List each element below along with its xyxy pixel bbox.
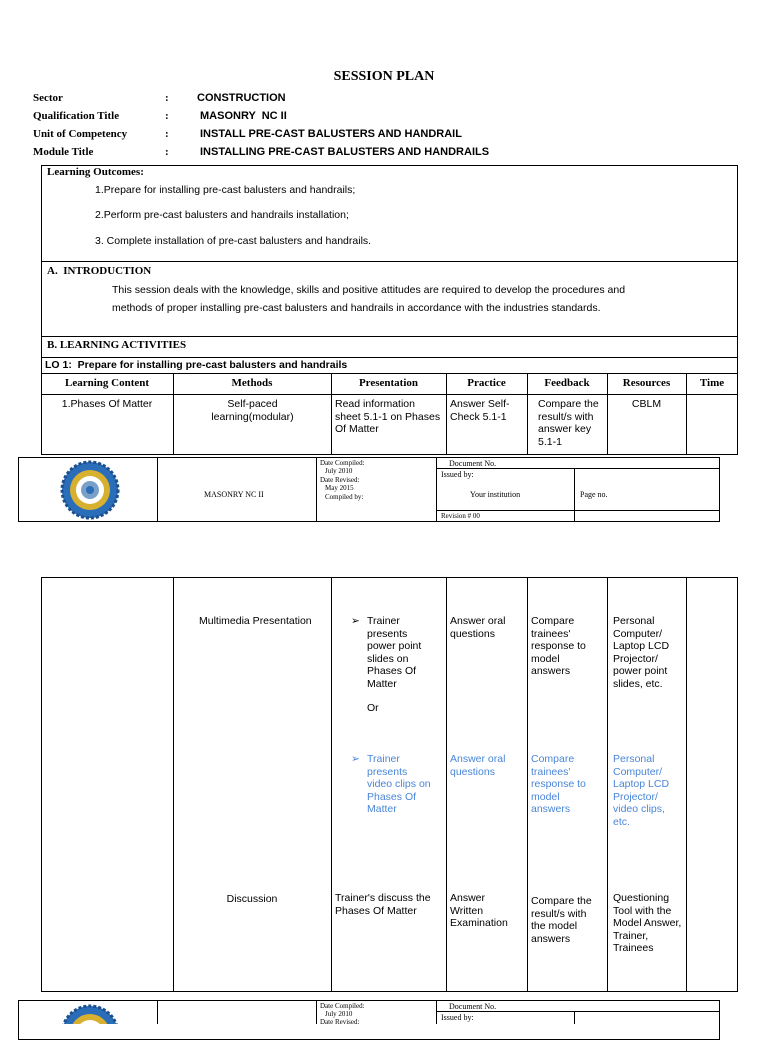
cell-presentation-video: Trainer presents video clips on Phases Of Matter (367, 753, 431, 816)
col-header-feedback: Feedback (544, 377, 590, 389)
footer-col (574, 468, 575, 522)
cell-feedback-video: Compare trainees' response to model answers (531, 753, 586, 816)
col-line (607, 577, 608, 992)
cell-practice-multimedia: Answer oral questions (450, 615, 506, 640)
footer-row (436, 510, 720, 511)
cell-or: Or (367, 702, 379, 714)
outcome-item: 1.Prepare for installing pre-cast balusters and handrails; (95, 184, 356, 196)
col-line (527, 577, 528, 992)
col-header-presentation: Presentation (358, 377, 419, 389)
lo-heading: LO 1: Prepare for installing pre-cast balusters and handrails (45, 359, 348, 371)
col-line (331, 577, 332, 992)
divider-outcomes (41, 261, 738, 262)
divider-intro (41, 336, 738, 337)
cell-resources: CBLM (631, 398, 662, 410)
unit-sep: : (165, 128, 169, 140)
cell-practice-discussion: Answer Written Examination (450, 892, 508, 930)
footer-date-compiled: July 2010 (325, 467, 353, 475)
col-header-content: Learning Content (64, 377, 150, 389)
footer-col (157, 1000, 158, 1024)
unit-label: Unit of Competency (33, 128, 128, 140)
cell-presentation-multimedia: Trainer presents power point slides on Phases Of Matter (367, 615, 422, 690)
bullet-arrow-icon: ➢ (351, 615, 360, 627)
activities-heading: B. LEARNING ACTIVITIES (47, 339, 187, 351)
footer-date-compiled-label: Date Compiled: (320, 459, 365, 467)
col-line (686, 577, 687, 992)
cell-method-multimedia: Multimedia Presentation (199, 615, 312, 627)
logo-seal-icon (60, 1004, 120, 1024)
cell-resources-discussion: Questioning Tool with the Model Answer, Trainer, Trainees (613, 892, 682, 955)
sector-sep: : (165, 92, 169, 104)
unit-value: INSTALL PRE-CAST BALUSTERS AND HANDRAIL (200, 128, 462, 140)
footer-page-no: Page no. (580, 490, 608, 499)
col-line (446, 577, 447, 992)
footer-date-compiled: July 2010 (325, 1010, 353, 1018)
footer-col (574, 1011, 575, 1024)
footer-col (436, 457, 437, 522)
footer-box (18, 457, 720, 522)
cell-practice: Answer Self-Check 5.1-1 (450, 398, 510, 423)
footer-col (157, 457, 158, 522)
footer-qualification: MASONRY NC II (204, 490, 264, 499)
module-sep: : (165, 146, 169, 158)
col-header-practice: Practice (467, 377, 506, 389)
footer-issued-by: Issued by: (441, 1013, 474, 1022)
cell-method-discussion: Discussion (226, 893, 278, 905)
divider-lo (41, 373, 738, 374)
module-value: INSTALLING PRE-CAST BALUSTERS AND HANDRAILS (200, 146, 490, 158)
footer-date-revised: May 2015 (325, 484, 354, 492)
footer-institution: Your institution (470, 490, 521, 499)
divider-colhead (41, 394, 738, 395)
footer-document-no: Document No. (449, 459, 497, 468)
footer-row (436, 1011, 720, 1012)
footer-issued-by: Issued by: (441, 470, 474, 479)
outcome-item: 3. Complete installation of pre-cast balusters and handrails. (95, 235, 372, 247)
col-header-time: Time (699, 377, 725, 389)
page-title: SESSION PLAN (333, 69, 435, 84)
module-label: Module Title (33, 146, 94, 158)
introduction-heading: A. INTRODUCTION (47, 265, 152, 277)
introduction-text: methods of proper installing pre-cast balusters and handrails in accordance with the industries standards. (112, 302, 601, 314)
footer-col (316, 1000, 317, 1024)
cell-resources-multimedia (613, 615, 683, 691)
footer-date-compiled-label: Date Compiled: (320, 1002, 365, 1010)
footer-col (316, 457, 317, 522)
qualification-label: Qualification Title (33, 110, 120, 122)
sector-label: Sector (33, 92, 63, 104)
footer-col (436, 1000, 437, 1024)
col-header-methods: Methods (231, 377, 273, 389)
bullet-arrow-icon: ➢ (351, 753, 360, 765)
cell-resources-video: Personal Computer/ Laptop LCD Projector/ video clips, etc. (613, 753, 670, 828)
resources-multimedia-text: Personal Computer/ Laptop LCD Projector/ power point slides, etc. (613, 615, 670, 690)
cell-feedback: Compare the result/s with answer key 5.1-1 (538, 398, 599, 448)
col-header-resources: Resources (622, 377, 671, 389)
footer-row (436, 468, 720, 469)
qualification-sep: : (165, 110, 169, 122)
col-line (173, 577, 174, 992)
cell-method: Self-paced learning(modular) (211, 398, 294, 423)
cell-content: 1.Phases Of Matter (61, 398, 153, 410)
footer-revision: Revision # 00 (441, 512, 480, 520)
cell-practice-video: Answer oral questions (450, 753, 506, 778)
cell-presentation: Read information sheet 5.1-1 on Phases Of Matter (335, 398, 441, 436)
divider-activities (41, 357, 738, 358)
outcome-item: 2.Perform pre-cast balusters and handrails installation; (95, 209, 349, 221)
footer-date-revised-label: Date Revised: (320, 1018, 360, 1026)
logo-seal-icon (60, 460, 120, 520)
sector-value: CONSTRUCTION (197, 92, 286, 104)
learning-outcomes-heading: Learning Outcomes: (47, 166, 144, 178)
footer-compiled-by: Compiled by: (325, 493, 364, 501)
cell-presentation-discussion: Trainer's discuss the Phases Of Matter (335, 892, 431, 917)
footer-box (18, 1000, 720, 1040)
cell-feedback-multimedia: Compare trainees' response to model answers (531, 615, 586, 678)
introduction-text: This session deals with the knowledge, skills and positive attitudes are required to develop the procedures and (112, 284, 626, 296)
qualification-value: MASONRY NC II (200, 110, 287, 122)
footer-date-revised-label: Date Revised: (320, 476, 360, 484)
footer-document-no: Document No. (449, 1002, 497, 1011)
cell-feedback-discussion: Compare the result/s with the model answers (531, 895, 592, 945)
